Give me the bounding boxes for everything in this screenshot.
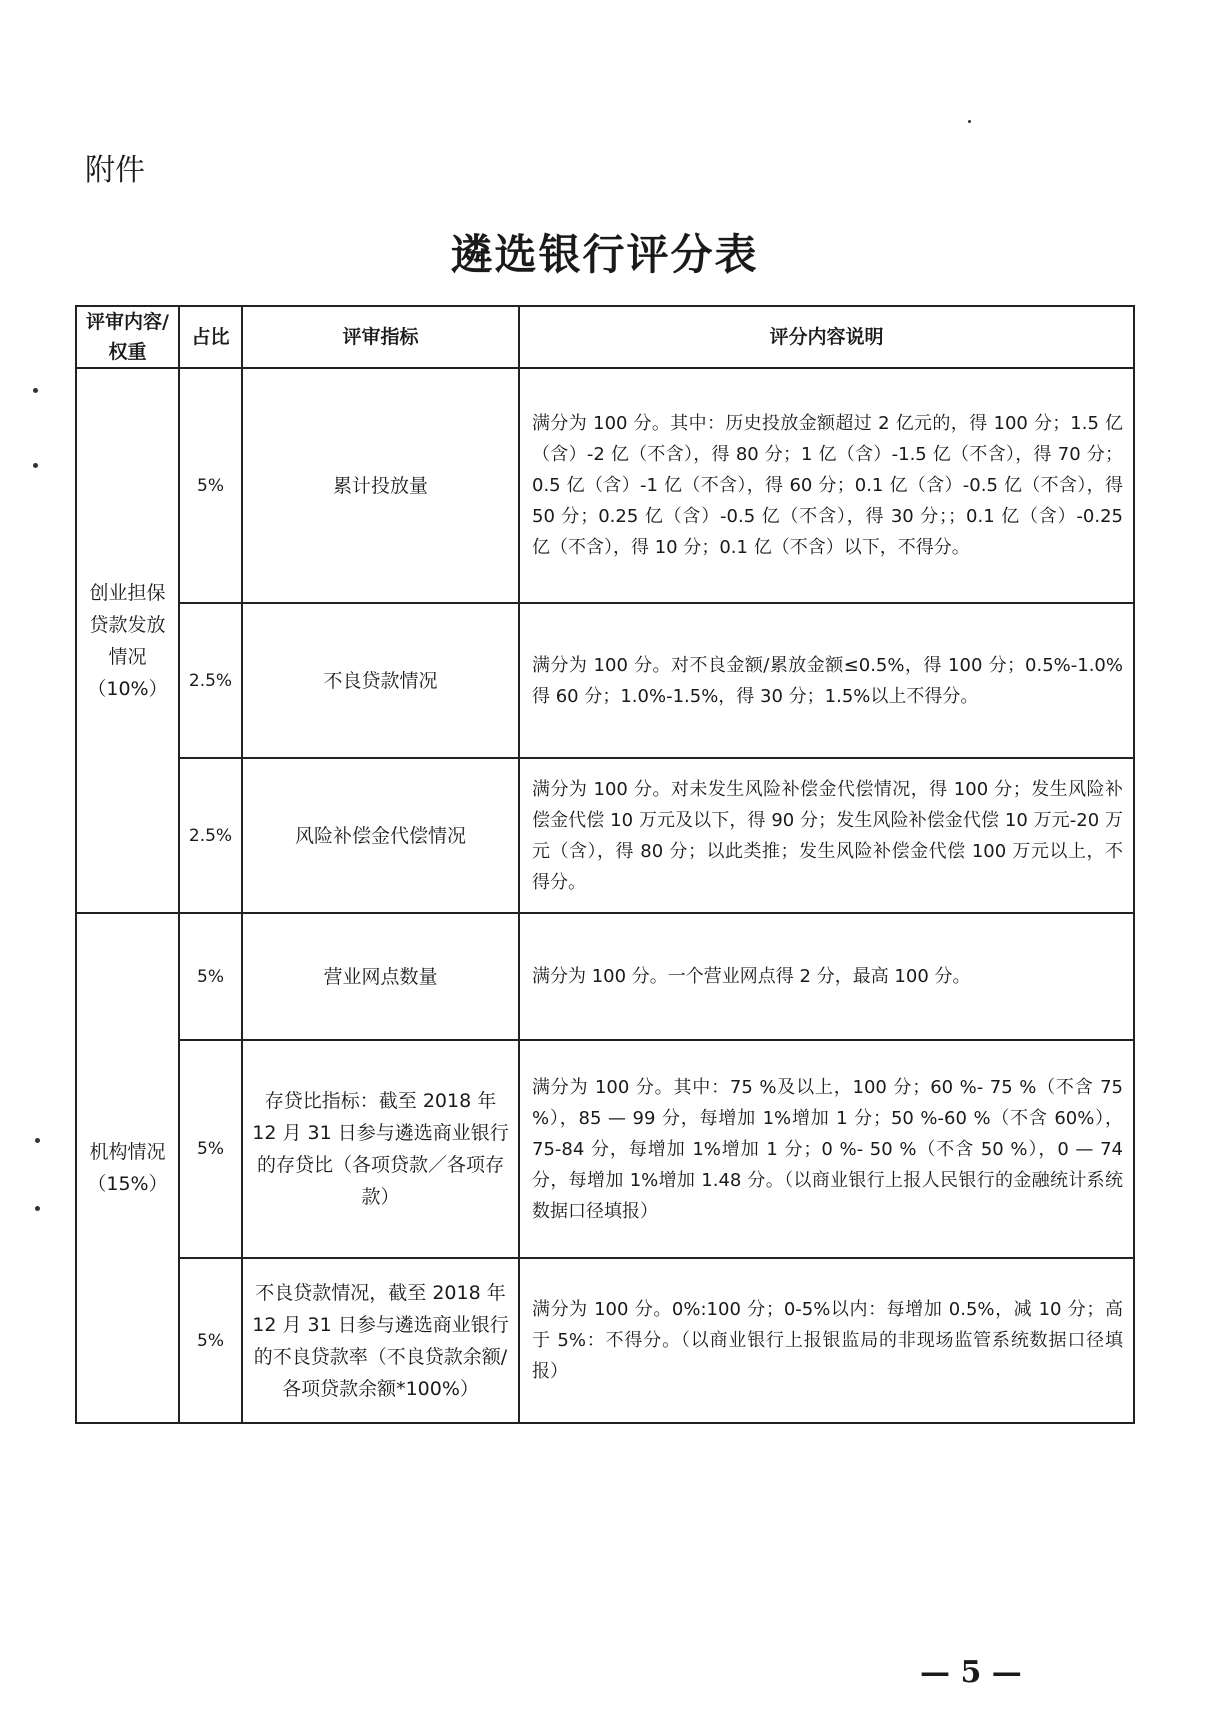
table-header-row [76,306,1134,368]
scan-speck [35,1138,40,1143]
indicator-cell: 累计投放量 [242,368,519,603]
share-cell: 5% [179,1040,242,1258]
description-cell: 满分为 100 分。其中：75 %及以上，100 分；60 %- 75 %（不含 75 %），85 — 99 分，每增加 1%增加 1 分；50 %-60 %（不含 60%），75-84 分，每增加 1%增加 1 分；0 %- 50 %（不含 50 %），0 — 74 分，每增加 1%增加 1.48 分。（以商业银行上报人民银行的金融统计系统数据口径填报） [519,1040,1134,1258]
description-cell: 满分为 100 分。对未发生风险补偿金代偿情况，得 100 分；发生风险补偿金代偿 10 万元及以下，得 90 分；发生风险补偿金代偿 10 万元-20 万元（含），得 80 分；以此类推；发生风险补偿金代偿 100 万元以上，不得分。 [519,758,1134,913]
scan-speck [35,1206,40,1211]
header-description: 评分内容说明 [519,306,1134,368]
share-cell: 2.5% [179,603,242,758]
scoring-table [75,305,1135,1424]
category-cell: 创业担保贷款发放情况（10%） [76,368,179,913]
indicator-cell: 存贷比指标：截至 2018 年 12 月 31 日参与遴选商业银行的存贷比（各项贷款／各项存款） [242,1040,519,1258]
page-number: — 5 — [920,1655,1022,1690]
description-cell: 满分为 100 分。其中：历史投放金额超过 2 亿元的，得 100 分；1.5 亿（含）-2 亿（不含），得 80 分；1 亿（含）-1.5 亿（不含），得 70 分；0.5 亿（含）-1 亿（不含），得 60 分；0.1 亿（含）-0.5 亿（不含），得 50 分；0.25 亿（含）-0.5 亿（不含），得 30 分；；0.1 亿（含）-0.25 亿（不含），得 10 分；0.1 亿（不含）以下，不得分。 [519,368,1134,603]
scan-speck [968,120,971,123]
share-cell: 5% [179,368,242,603]
description-cell: 满分为 100 分。一个营业网点得 2 分，最高 100 分。 [519,913,1134,1040]
header-indicator: 评审指标 [242,306,519,368]
share-cell: 5% [179,913,242,1040]
table-row [76,603,1134,758]
header-category: 评审内容/权重 [76,306,179,368]
table-row [76,1258,1134,1423]
table-row [76,758,1134,913]
attachment-label: 附件 [85,153,145,188]
indicator-cell: 营业网点数量 [242,913,519,1040]
share-cell: 5% [179,1258,242,1423]
document-title: 遴选银行评分表 [450,230,759,279]
indicator-cell: 不良贷款情况 [242,603,519,758]
description-cell: 满分为 100 分。0%:100 分；0-5%以内：每增加 0.5%，减 10 分；高于 5%：不得分。（以商业银行上报银监局的非现场监管系统数据口径填报） [519,1258,1134,1423]
scan-speck [33,463,38,468]
indicator-cell: 风险补偿金代偿情况 [242,758,519,913]
description-cell: 满分为 100 分。对不良金额/累放金额≤0.5%，得 100 分；0.5%-1.0%得 60 分；1.0%-1.5%，得 30 分；1.5%以上不得分。 [519,603,1134,758]
table-row [76,1040,1134,1258]
table-row [76,368,1134,603]
table-row [76,913,1134,1040]
indicator-cell: 不良贷款情况，截至 2018 年 12 月 31 日参与遴选商业银行的不良贷款率（不良贷款余额/各项贷款余额*100%） [242,1258,519,1423]
header-share: 占比 [179,306,242,368]
category-cell: 机构情况（15%） [76,913,179,1423]
share-cell: 2.5% [179,758,242,913]
scan-speck [33,388,38,393]
